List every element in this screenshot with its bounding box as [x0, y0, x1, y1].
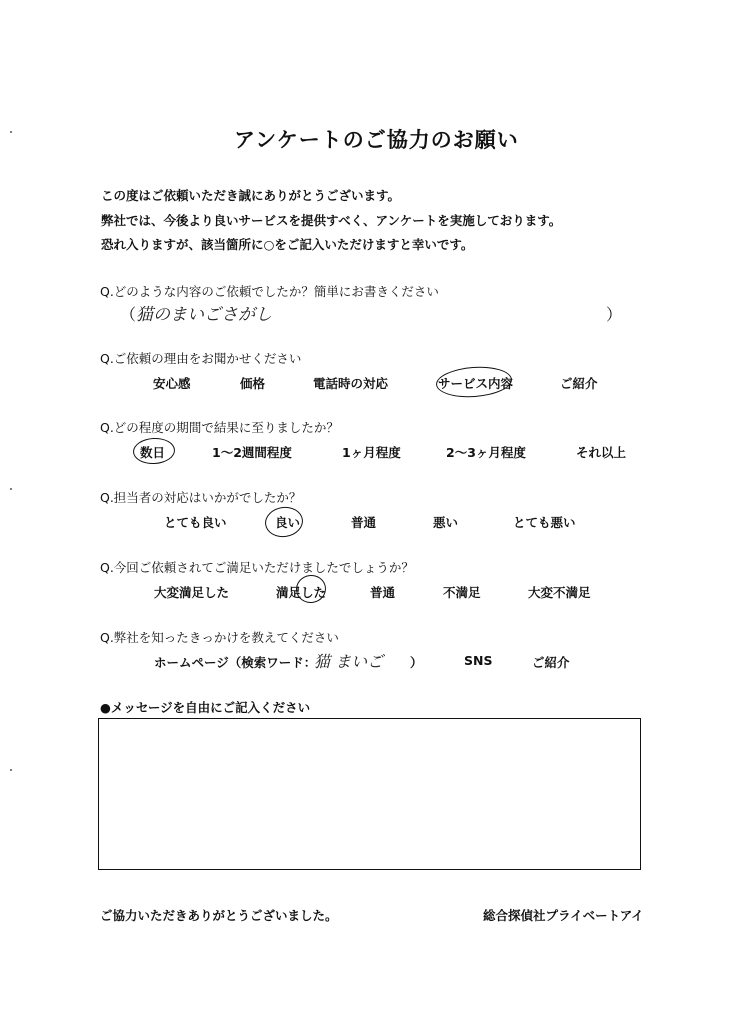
scan-speck: [10, 488, 12, 490]
q6-question: Q.弊社を知ったきっかけを教えてください: [100, 630, 339, 645]
q2-option-anshinkan[interactable]: 安心感: [153, 376, 191, 391]
q3-option-1-2weeks[interactable]: 1～2週間程度: [212, 445, 292, 460]
q3-option-more[interactable]: それ以上: [576, 445, 627, 460]
q5-option-futsuu[interactable]: 普通: [370, 585, 396, 600]
q6-option-homepage[interactable]: ホームページ（検索ワード：: [154, 655, 317, 670]
q3-question: Q.どの程度の期間で結果に至りましたか？: [100, 420, 339, 435]
q3-selection-circle: [132, 437, 175, 465]
q1-handwritten-answer[interactable]: 猫のまいごさがし: [136, 305, 272, 325]
q4-option-totemo-warui[interactable]: とても悪い: [513, 515, 576, 530]
q2-option-shokai[interactable]: ご紹介: [560, 376, 598, 391]
q2-selection-circle: [435, 364, 513, 399]
q4-option-yoi[interactable]: 良い: [275, 515, 301, 530]
page-title: アンケートのご協力のお願い: [234, 128, 519, 152]
intro-line-1: この度はご依頼いただき誠にありがとうございます。: [101, 188, 401, 203]
q5-option-taihen-manzoku[interactable]: 大変満足した: [154, 585, 230, 600]
q5-option-taihen-fumanzoku[interactable]: 大変不満足: [528, 585, 591, 600]
q2-option-kakaku[interactable]: 価格: [240, 376, 266, 391]
q4-question: Q.担当者の対応はいかがでしたか？: [100, 490, 302, 505]
message-box[interactable]: [98, 718, 641, 870]
footer-company: 総合探偵社プライベートアイ: [483, 908, 644, 923]
q3-option-suujitsu[interactable]: 数日: [140, 445, 166, 460]
q6-option-sns[interactable]: SNS: [464, 653, 493, 668]
q4-selection-circle: [263, 505, 305, 540]
q5-question: Q.今回ご依頼されてご満足いただけましたでしょうか？: [100, 560, 414, 575]
q3-option-1month[interactable]: 1ヶ月程度: [342, 445, 401, 460]
q2-option-service[interactable]: サービス内容: [438, 376, 514, 391]
q1-question: Q.どのような内容のご依頼でしたか？簡単にお書きください: [100, 284, 439, 299]
q1-close-paren: ）: [606, 305, 623, 324]
intro-line-3: 恐れ入りますが、該当箇所に○をご記入いただけますと幸いです。: [101, 237, 474, 252]
message-label: ●メッセージを自由にご記入ください: [100, 700, 311, 715]
q4-option-futsuu[interactable]: 普通: [351, 515, 377, 530]
footer-thanks: ご協力いただきありがとうございました。: [100, 908, 338, 923]
scan-speck: [10, 131, 12, 133]
q2-option-denwa[interactable]: 電話時の対応: [313, 376, 389, 391]
q6-option-shokai[interactable]: ご紹介: [532, 655, 570, 670]
q5-option-manzoku[interactable]: 満足した: [276, 585, 327, 600]
q1-open-paren: （: [120, 305, 137, 324]
q4-option-totemo-yoi[interactable]: とても良い: [164, 515, 227, 530]
q3-option-2-3months[interactable]: 2～3ヶ月程度: [446, 445, 526, 460]
scan-speck: [10, 769, 12, 771]
q6-close-paren: ）: [410, 655, 423, 670]
q5-option-fumanzoku[interactable]: 不満足: [443, 585, 481, 600]
q4-option-warui[interactable]: 悪い: [433, 515, 459, 530]
q6-handwritten-search-word[interactable]: 猫 まいご: [314, 652, 384, 671]
q2-question: Q.ご依頼の理由をお聞かせください: [100, 351, 302, 366]
intro-line-2: 弊社では、今後より良いサービスを提供すべく、アンケートを実施しております。: [101, 213, 562, 228]
